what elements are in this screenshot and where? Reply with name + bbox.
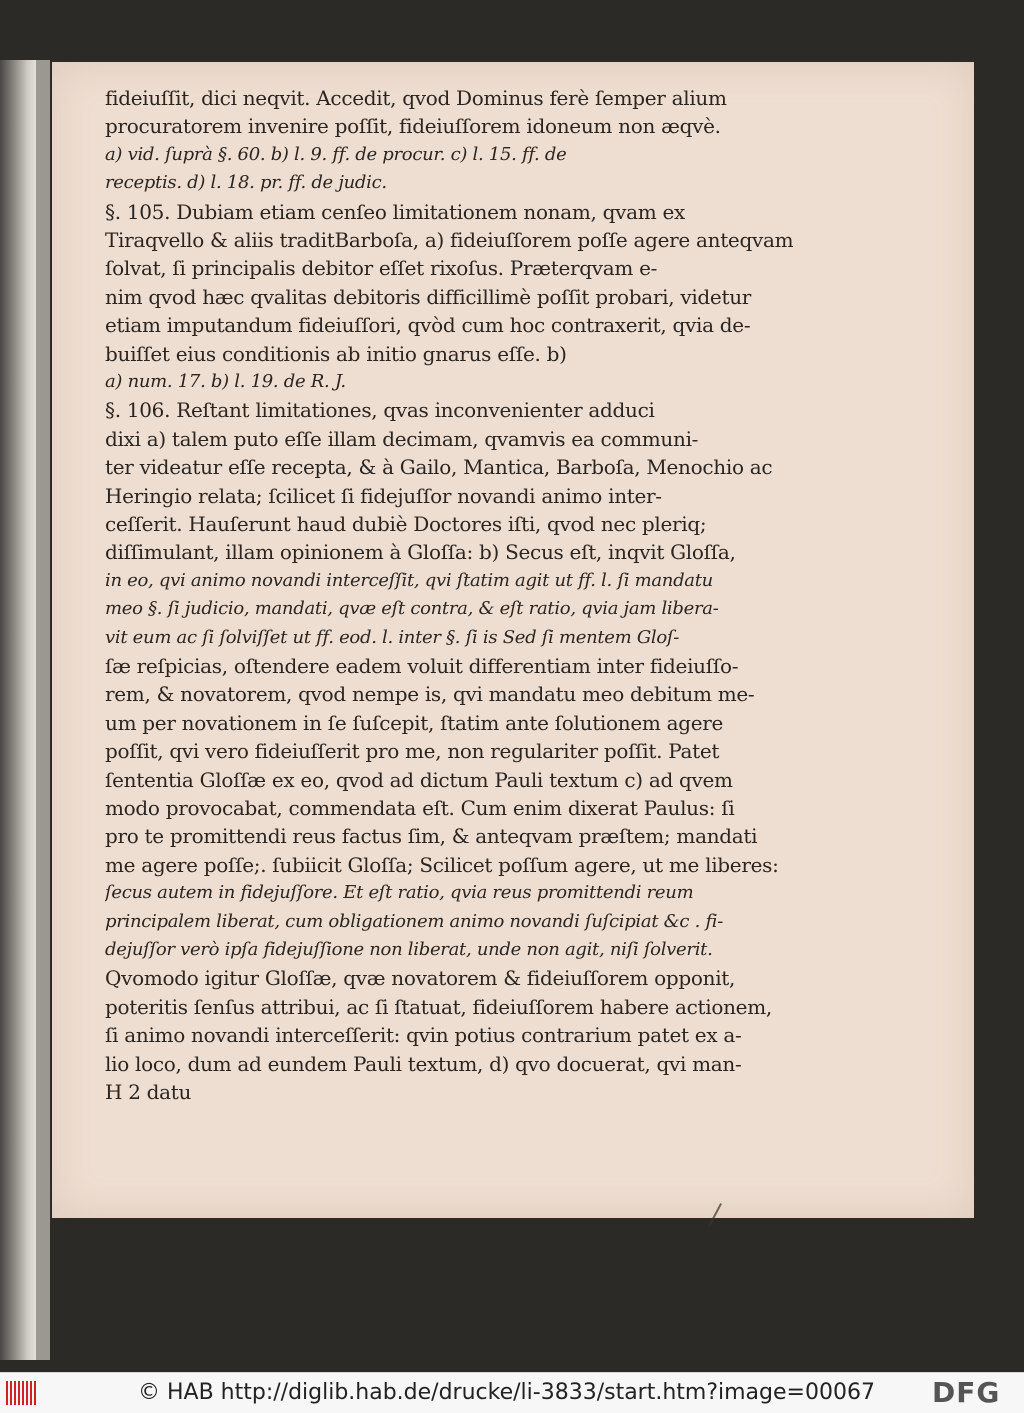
footnote-line: a) num. 17. b) l. 19. de R. J. [105, 371, 346, 392]
text-line: Heringio relata; ſcilicet ſi fidejuſſor novandi animo inter- [105, 483, 662, 508]
footnote-line: ſecus autem in fidejuſſore. Et eſt ratio, qvia reus promittendi reum [105, 882, 694, 904]
footnote-line: principalem liberat, cum obligationem animo novandi ſuſcipiat &c . fi- [105, 910, 724, 932]
text-line: Tiraqvello & aliis traditBarboſa, a) fideiuſſorem poſſe agere anteqvam [105, 228, 794, 252]
text-line: lio loco, dum ad eundem Pauli textum, d) qvo docuerat, qvi man- [105, 1051, 742, 1076]
facing-page-edge [0, 60, 50, 1360]
text-line: ſolvat, ſi principalis debitor eſſet rixoſus. Præterqvam e- [105, 256, 658, 281]
text-line: me agere poſſe;. ſubiicit Gloſſa; Scilicet poſſum agere, ut me liberes: [105, 852, 779, 877]
text-line: modo provocabat, commendata eſt. Cum enim dixerat Paulus: ſi [105, 796, 735, 820]
hab-barcode-icon [6, 1381, 36, 1405]
footnote-line: vit eum ac ſi ſolviſſet ut ff. eod. l. inter §. ſi is Sed ſi mentem Gloſ- [105, 626, 680, 648]
page-gutter [36, 60, 50, 1360]
footer-bar [0, 1372, 1024, 1413]
text-line: §. 106. Reſtant limitationes, qvas inconvenienter adduci [105, 398, 655, 423]
footnote-line: dejuſſor verò ipſa fidejuſſione non liberat, unde non agit, niſi ſolverit. [105, 939, 713, 960]
footnote-line: in eo, qvi animo novandi interceſſit, qvi ſtatim agit ut ff. l. ſi mandatu [105, 569, 713, 591]
text-line: ſi animo novandi interceſſerit: qvin potius contrarium patet ex a- [105, 1023, 742, 1048]
text-line: nim qvod hæc qvalitas debitoris difficillimè poſſit probari, videtur [105, 284, 752, 309]
footnote-line: a) vid. ſuprà §. 60. b) l. 9. ff. de procur. c) l. 15. ff. de [105, 143, 567, 165]
text-line: H 2 datu [105, 1080, 192, 1104]
text-line: buiſſet eius conditionis ab initio gnarus eſſe. b) [105, 341, 567, 366]
text-line: ſæ reſpicias, oſtendere eadem voluit differentiam inter fideiuſſo- [105, 654, 739, 678]
text-line: ſententia Gloſſæ ex eo, qvod ad dictum Pauli textum c) ad qvem [105, 767, 733, 792]
text-line: diſſimulant, illam opinionem à Gloſſa: b) Secus eſt, inqvit Gloſſa, [105, 540, 736, 565]
footnote-line: receptis. d) l. 18. pr. ff. de judic. [105, 172, 387, 194]
text-line: dixi a) talem puto eſſe illam decimam, qvamvis ea communi- [105, 426, 699, 451]
footnote-line: meo §. ſi judicio, mandati, qvæ eſt contra, & eſt ratio, qvia jam libera- [105, 598, 719, 620]
text-line: procuratorem invenire poſſit, fideiuſſorem idoneum non æqvè. [105, 114, 721, 139]
text-line: poteritis ſenſus attribui, ac ſi ſtatuat, fideiuſſorem habere actionem, [105, 994, 772, 1019]
text-line: Qvomodo igitur Gloſſæ, qvæ novatorem & fideiuſſorem opponit, [105, 966, 736, 991]
dfg-logo[interactable]: DFG [932, 1376, 1001, 1409]
text-line: ceſſerit. Hauſerunt haud dubiè Doctores iſti, qvod nec pleriq; [105, 512, 707, 536]
ink-mark [708, 1203, 722, 1227]
text-line: rem, & novatorem, qvod nempe is, qvi mandatu meo debitum me- [105, 682, 755, 707]
text-line: etiam imputandum fideiuſſori, qvòd cum hoc contraxerit, qvia de- [105, 313, 751, 338]
text-line: fideiuſſit, dici neqvit. Accedit, qvod Dominus ferè ſemper alium [105, 86, 727, 110]
text-line: poſſit, qvi vero fideiuſſerit pro me, non regulariter poſſit. Patet [105, 739, 720, 764]
text-line: ter videatur eſſe recepta, & à Gailo, Mantica, Barboſa, Menochio ac [105, 455, 773, 480]
text-line: pro te promittendi reus factus ſim, & anteqvam præſtem; mandati [105, 824, 758, 849]
copyright-credit[interactable]: © HAB http://diglib.hab.de/drucke/li-3833/start.htm?image=00067 [138, 1380, 875, 1405]
text-line: um per novationem in ſe ſuſcepit, ſtatim ante ſolutionem agere [105, 710, 724, 735]
text-line: §. 105. Dubiam etiam cenſeo limitationem nonam, qvam ex [105, 199, 686, 224]
